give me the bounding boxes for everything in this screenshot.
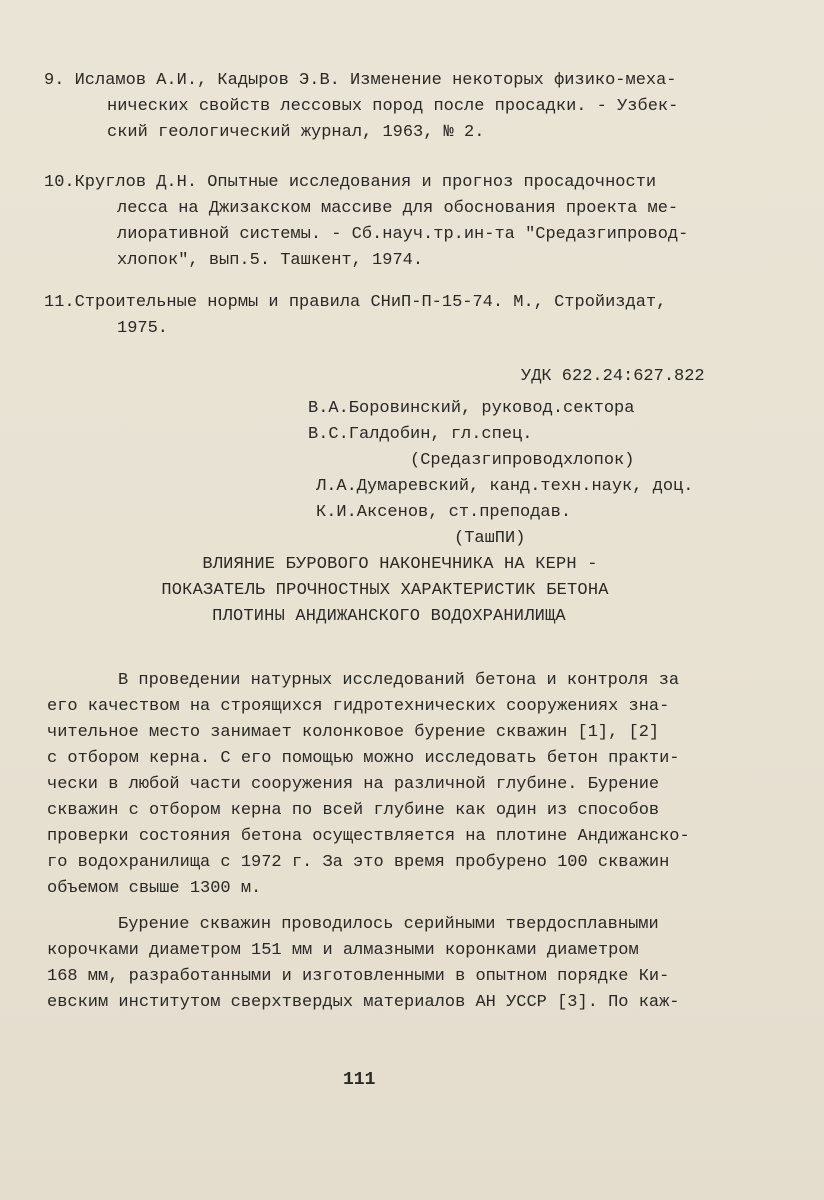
- paragraph-line: Бурение скважин проводилось серийными твердосплавными: [118, 915, 659, 934]
- reference-line: 9. Исламов А.И., Кадыров Э.В. Изменение некоторых физико-меха-: [44, 71, 677, 90]
- author-line: Л.А.Думаревский, канд.техн.наук, доц.: [316, 477, 694, 496]
- paragraph-line: корочками диаметром 151 мм и алмазными коронками диаметром: [47, 941, 639, 960]
- reference-11: [44, 290, 666, 342]
- paragraph-line: проверки состояния бетона осуществляется на плотине Андижанско-: [47, 827, 690, 846]
- reference-line: лесса на Джизакском массиве для обоснования проекта ме-: [117, 199, 679, 218]
- reference-line: 1975.: [117, 319, 169, 338]
- paragraph-line: его качеством на строящихся гидротехнических сооружениях зна-: [47, 697, 670, 716]
- title-line: ВЛИЯНИЕ БУРОВОГО НАКОНЕЧНИКА НА КЕРН -: [202, 555, 598, 574]
- reference-10: [44, 170, 688, 274]
- author-affiliation: (Средазгипроводхлопок): [410, 451, 635, 470]
- reference-line: ский геологический журнал, 1963, № 2.: [107, 123, 485, 142]
- author-line: В.С.Галдобин, гл.спец.: [308, 425, 533, 444]
- paragraph-line: с отбором керна. С его помощью можно исследовать бетон практи-: [47, 749, 680, 768]
- article-title: [60, 552, 710, 630]
- udk-code: УДК 622.24:627.822: [521, 367, 705, 386]
- authors-block: [308, 396, 693, 552]
- title-line: ПОКАЗАТЕЛЬ ПРОЧНОСТНЫХ ХАРАКТЕРИСТИК БЕТОНА: [161, 581, 609, 600]
- paragraph-line: евским институтом сверхтвердых материалов АН УССР [3]. По каж-: [47, 993, 680, 1012]
- paragraph-line: объемом свыше 1300 м.: [47, 879, 262, 898]
- page-number: 111: [343, 1070, 376, 1090]
- reference-line: лиоративной системы. - Сб.науч.тр.ин-та "Средазгипровод-: [117, 225, 689, 244]
- title-line: ПЛОТИНЫ АНДИЖАНСКОГО ВОДОХРАНИЛИЩА: [212, 607, 566, 626]
- paragraph-line: В проведении натурных исследований бетона и контроля за: [118, 671, 680, 690]
- body-text: [47, 668, 761, 1016]
- paragraph-line: чески в любой части сооружения на различной глубине. Бурение: [47, 775, 660, 794]
- reference-9: [44, 68, 678, 146]
- reference-line: 11.Строительные нормы и правила СНиП-П-15-74. М., Стройиздат,: [44, 293, 667, 312]
- reference-line: ничеcких свойств лессовых пород после просадки. - Узбек-: [107, 97, 679, 116]
- author-affiliation: (ТашПИ): [454, 529, 526, 548]
- paragraph-line: го водохранилища с 1972 г. За это время пробурено 100 скважин: [47, 853, 670, 872]
- reference-line: 10.Круглов Д.Н. Опытные исследования и прогноз просадочности: [44, 173, 657, 192]
- reference-line: хлопок", вып.5. Ташкент, 1974.: [117, 251, 424, 270]
- paragraph-line: скважин с отбором керна по всей глубине как один из способов: [47, 801, 660, 820]
- author-line: К.И.Аксенов, ст.преподав.: [316, 503, 572, 522]
- paragraph-line: 168 мм, разработанными и изготовленными в опытном порядке Ки-: [47, 967, 670, 986]
- paragraph-line: чительное место занимает колонковое бурение скважин [1], [2]: [47, 723, 660, 742]
- author-line: В.А.Боровинский, руковод.сектора: [308, 399, 635, 418]
